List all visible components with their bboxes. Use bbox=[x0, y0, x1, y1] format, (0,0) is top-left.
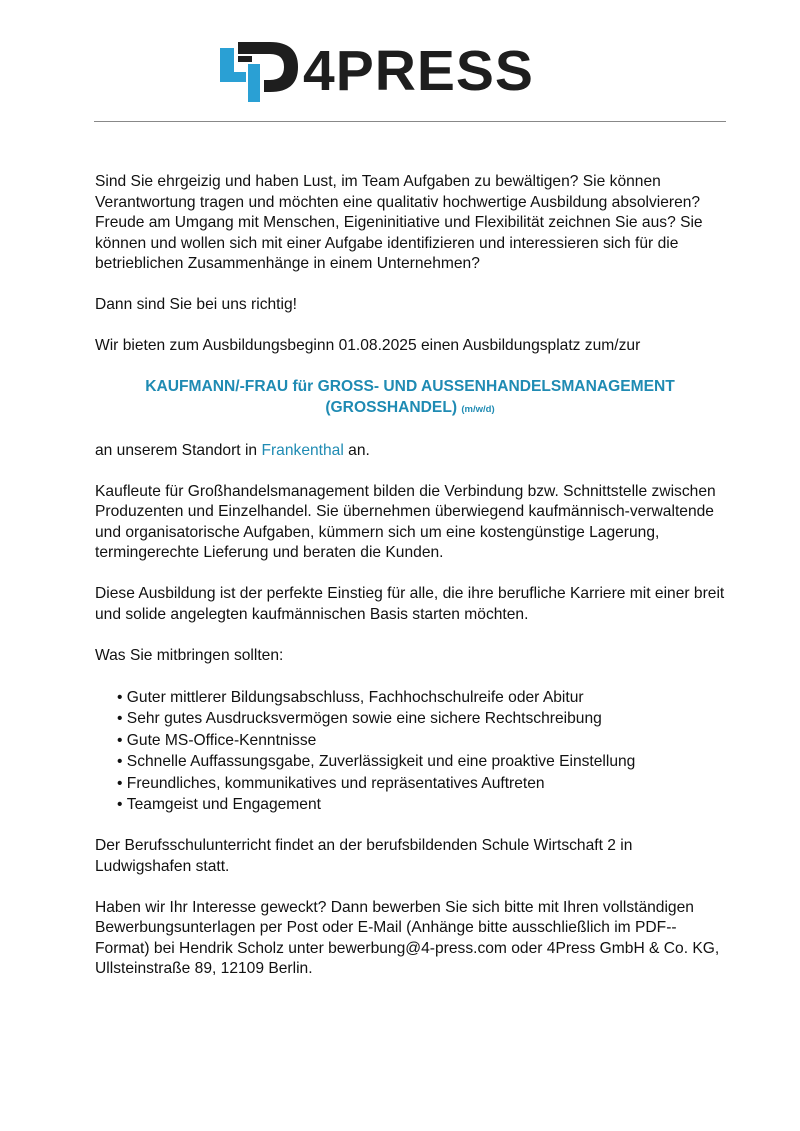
right-place-text: Dann sind Sie bei uns richtig! bbox=[95, 296, 297, 313]
requirements-heading: Was Sie mitbringen sollten: bbox=[95, 646, 284, 664]
requirements-list bbox=[117, 687, 725, 816]
list-item: • Sehr gutes Ausdrucksvermögen sowie eine sichere Rechtschreibung bbox=[117, 708, 725, 730]
location-city: Frankenthal bbox=[261, 441, 344, 459]
list-item: • Guter mittlerer Bildungsabschluss, Fachhochschulreife oder Abitur bbox=[117, 687, 725, 709]
apply-paragraph: Haben wir Ihr Interesse geweckt? Dann bewerben Sie sich bitte mit Ihren vollständigen Bewerbungsunterlagen per Post oder E-Mail (Anhänge bitte ausschließlich im PDF--Format) bei Hendrik Scholz unter bewerbung@4-press.com oder 4Press GmbH & Co. KG, Ullsteinstraße 89, 12109 Berlin. bbox=[95, 898, 720, 977]
list-item: • Schnelle Auffassungsgabe, Zuverlässigkeit und eine proaktive Einstellung bbox=[117, 751, 725, 773]
offer-text: Wir bieten zum Ausbildungsbeginn 01.08.2025 einen Ausbildungsplatz zum/zur bbox=[95, 337, 641, 354]
position-title-text: KAUFMANN/-FRAU für GROSS- UND AUSSENHANDELSMANAGEMENT (GROSSHANDEL) bbox=[145, 378, 675, 416]
list-item: • Freundliches, kommunikatives und repräsentatives Auftreten bbox=[117, 773, 725, 795]
description-paragraph: Kaufleute für Großhandelsmanagement bilden die Verbindung bzw. Schnittstelle zwischen Produzenten und Einzelhandel. Sie übernehmen überwiegend kaufmännisch-verwaltende und organisatorische Aufgaben, kümmern sich um eine kostengünstige Lagerung, termingerechte Lieferung und beraten die Kunden. bbox=[95, 482, 716, 561]
header bbox=[0, 38, 800, 106]
list-item: • Gute MS-Office-Kenntnisse bbox=[117, 730, 725, 752]
intro-paragraph: Sind Sie ehrgeizig und haben Lust, im Team Aufgaben zu bewältigen? Sie können Verantwortung tragen und möchten eine qualitativ hochwertige Ausbildung absolvieren? Freude am Umgang mit Menschen, Eigeninitiative und Flexibilität zeichnen Sie aus? Sie können und wollen sich mit einer Aufgabe identifizieren und interessieren sich für die betrieblichen Zusammenhänge in einem Unternehmen? bbox=[95, 173, 703, 272]
gender-note: (m/w/d) bbox=[461, 403, 495, 415]
4p-logo-icon bbox=[220, 42, 300, 102]
perfect-start-paragraph: Diese Ausbildung ist der perfekte Einstieg für alle, die ihre berufliche Karriere mit einer breit und solide angelegten kaufmännischen Basis starten möchten. bbox=[95, 585, 725, 623]
list-item: • Teamgeist und Engagement bbox=[117, 794, 725, 816]
location-line bbox=[95, 441, 725, 462]
school-paragraph: Der Berufsschulunterricht findet an der berufsbildenden Schule Wirtschaft 2 in Ludwigshafen statt. bbox=[95, 837, 633, 875]
location-suffix: an. bbox=[348, 441, 370, 459]
brand-logo-text: 4PRESS bbox=[303, 39, 534, 103]
header-divider bbox=[94, 121, 726, 122]
job-posting-body bbox=[95, 172, 725, 1000]
position-title bbox=[95, 377, 725, 420]
location-prefix: an unserem Standort in bbox=[95, 441, 258, 459]
